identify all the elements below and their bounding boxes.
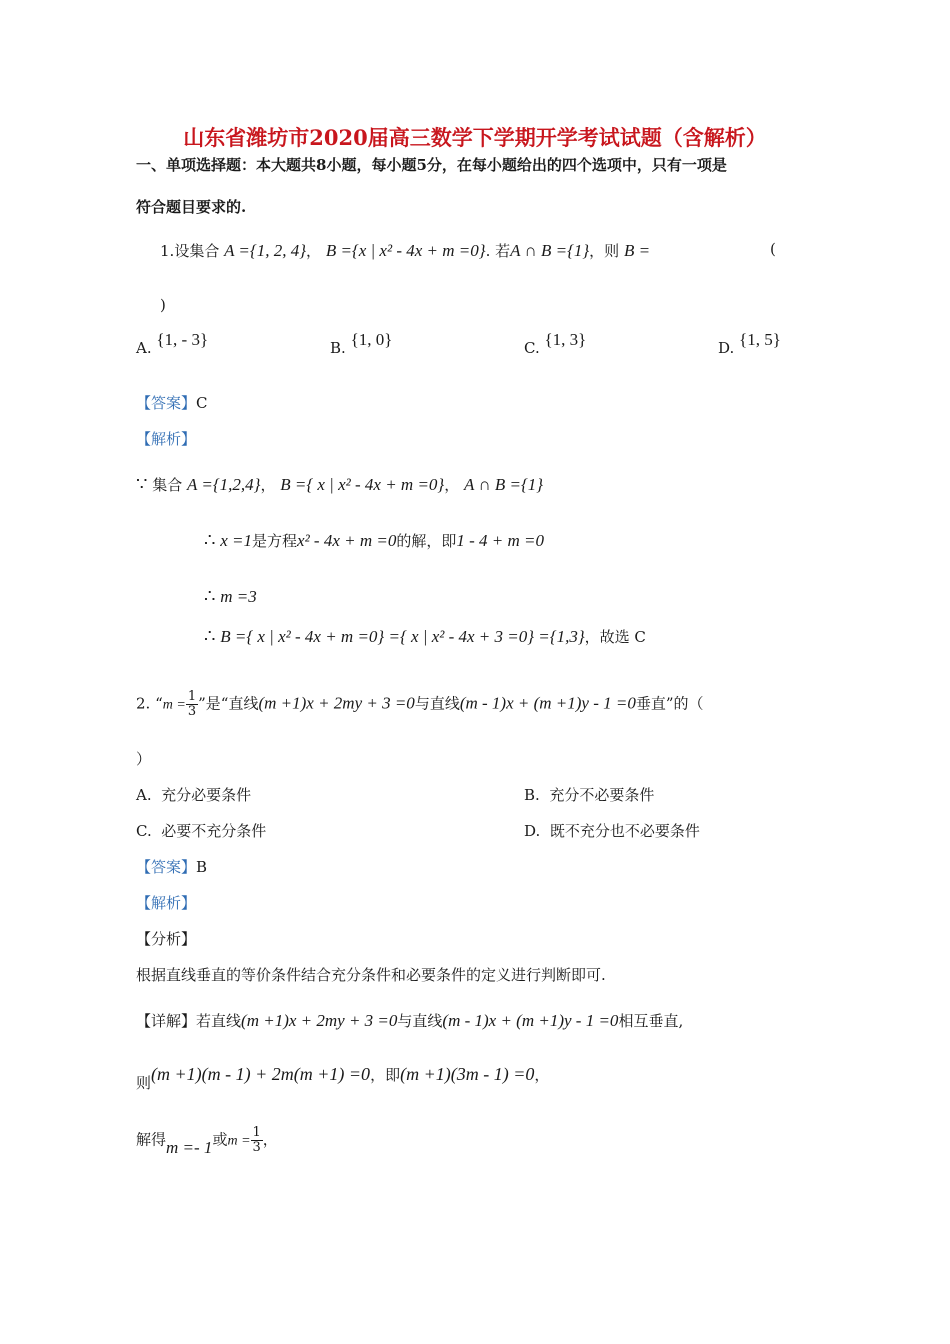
- document-title: 山东省潍坊市2020届高三数学下学期开学考试试题（含解析）: [183, 125, 767, 150]
- q1-solution-line4: [204, 626, 646, 647]
- q2-text: 与直线: [414, 694, 460, 713]
- option-label: B.: [330, 339, 346, 357]
- therefore-symbol: ∴: [204, 530, 216, 551]
- line-equation: (m - 1)x + (m +1)y - 1 =0: [442, 1011, 619, 1030]
- q1-text-b: . 若: [485, 242, 511, 260]
- q1-answer: [136, 392, 208, 413]
- detail-text: 或: [212, 1130, 228, 1149]
- q1-set-a: A ={1, 2, 4}: [224, 241, 307, 260]
- q1-solution-line3: [204, 586, 257, 607]
- option-label: D.: [524, 822, 541, 840]
- numerator: 1: [187, 689, 197, 704]
- q2-text: 垂直”的（: [635, 694, 704, 713]
- detail-text: ，即: [370, 1066, 401, 1084]
- option-value: {1, 0}: [350, 330, 393, 349]
- option-text: 既不充分也不必要条件: [549, 822, 700, 840]
- section-heading-line2: 符合题目要求的.: [136, 198, 247, 216]
- equation: (m +1)(m - 1) + 2m(m +1) =0: [151, 1064, 371, 1084]
- q1-number: 1.: [160, 242, 175, 260]
- q1-solution-line1: ∵ 集合 A ={1,2,4}， B ={ x | x² - 4x + m =0}， A ∩ B ={1}: [136, 474, 544, 495]
- therefore-symbol: ∴: [204, 626, 216, 647]
- q1-option-b: [330, 330, 393, 358]
- numerator: 1: [252, 1125, 261, 1140]
- q1-option-d: [718, 330, 781, 358]
- option-label: C.: [136, 822, 152, 840]
- option-text: 充分不必要条件: [549, 786, 655, 804]
- line-equation: (m - 1)x + (m +1)y - 1 =0: [459, 693, 636, 713]
- detail-tag: 【详解】: [136, 1012, 197, 1030]
- q2-option-d: [524, 820, 700, 841]
- option-label: A.: [136, 786, 152, 804]
- answer-tag: 【答案】: [136, 858, 197, 876]
- q1-stem: [160, 240, 650, 261]
- detail-text: 解得: [136, 1130, 167, 1149]
- line-equation: (m +1)x + 2my + 3 =0: [241, 1011, 398, 1030]
- q2-fenxi-tag: 【分析】: [136, 930, 197, 948]
- q2-option-c: [136, 820, 266, 841]
- fraction: [186, 690, 198, 719]
- sol-eq: x =1: [220, 531, 253, 550]
- option-value: {1, 3}: [544, 330, 587, 349]
- sol-eq: B ={ x | x² - 4x + m =0} ={ x | x² - 4x + 3 =0} ={1,3}: [220, 627, 585, 646]
- sol-eq: x² - 4x + m =0: [297, 531, 397, 550]
- sol-text: 集合: [152, 476, 183, 494]
- q1-ask: B =: [623, 241, 651, 260]
- option-label: C.: [524, 339, 540, 357]
- detail-text: 若直线: [196, 1012, 242, 1030]
- fraction: [251, 1126, 263, 1155]
- denominator: 3: [252, 1140, 261, 1155]
- option-value: {1, - 3}: [156, 330, 209, 349]
- sol-eq: m =3: [220, 587, 257, 606]
- option-label: D.: [718, 339, 735, 357]
- therefore-symbol: ∴: [204, 586, 216, 607]
- detail-text: ，: [262, 1130, 278, 1149]
- sol-text: 是方程: [252, 532, 298, 550]
- q2-paren-close: ）: [136, 750, 152, 768]
- q2-answer: [136, 856, 207, 877]
- equation: m =- 1: [166, 1137, 213, 1157]
- m-eq: m =: [162, 697, 186, 713]
- q1-analysis-tag: 【解析】: [136, 430, 197, 448]
- detail-text: 则: [136, 1074, 152, 1092]
- answer-value: C: [196, 394, 208, 412]
- q2-number: 2.: [136, 694, 151, 713]
- option-text: 充分必要条件: [161, 786, 252, 804]
- line-equation: (m +1)x + 2my + 3 =0: [258, 693, 415, 713]
- option-value: {1, 5}: [739, 330, 781, 349]
- option-label: A.: [136, 339, 152, 357]
- q2-text: ”是“直线: [198, 694, 259, 713]
- q1-option-c: [524, 330, 587, 358]
- answer-value: B: [196, 858, 208, 876]
- q1-solution-line2: [204, 530, 544, 551]
- q1-text-c: ，则: [589, 242, 620, 260]
- q2-detail-line3: [136, 1126, 278, 1155]
- answer-tag: 【答案】: [136, 394, 197, 412]
- sol-text: 的解，即: [396, 532, 457, 550]
- option-text: 必要不充分条件: [161, 822, 267, 840]
- sol-eq: 1 - 4 + m =0: [456, 531, 545, 550]
- q2-stem: [136, 690, 704, 719]
- q2-option-a: [136, 784, 251, 805]
- q2-detail-line2: [136, 1064, 550, 1092]
- q1-intersection: A ∩ B ={1}: [510, 241, 590, 260]
- detail-text: ，: [534, 1066, 550, 1084]
- equation: (m +1)(3m - 1) =0: [400, 1064, 535, 1084]
- q1-paren-close: ): [160, 296, 166, 314]
- because-symbol: ∵: [136, 474, 148, 495]
- detail-text: 与直线: [397, 1012, 443, 1030]
- sol-set-b: B ={ x | x² - 4x + m =0}: [280, 475, 445, 494]
- q1-text-a: 设集合: [174, 242, 220, 260]
- option-label: B.: [524, 786, 540, 804]
- quote: “: [155, 694, 163, 713]
- sol-text: ，故选 C: [584, 628, 646, 646]
- sol-set-a: A ={1,2,4}: [187, 475, 261, 494]
- q1-paren-open: (: [770, 240, 776, 258]
- sol-intersection: A ∩ B ={1}: [464, 475, 544, 494]
- q1-option-a: [136, 330, 209, 358]
- q2-analysis-tag: 【解析】: [136, 894, 197, 912]
- detail-text: 相互垂直,: [618, 1012, 684, 1030]
- q2-fenxi-text: 根据直线垂直的等价条件结合充分条件和必要条件的定义进行判断即可.: [136, 966, 606, 984]
- q2-option-b: [524, 784, 654, 805]
- q1-comma: ，: [306, 242, 322, 260]
- q2-detail-line1: [136, 1010, 683, 1031]
- q1-set-b: B ={x | x² - 4x + m =0}: [325, 241, 486, 260]
- denominator: 3: [187, 704, 197, 719]
- m-eq: m =: [227, 1133, 251, 1149]
- section-heading-line1: 一、单项选择题：本大题共8小题，每小题5分，在每小题给出的四个选项中，只有一项是: [136, 156, 727, 174]
